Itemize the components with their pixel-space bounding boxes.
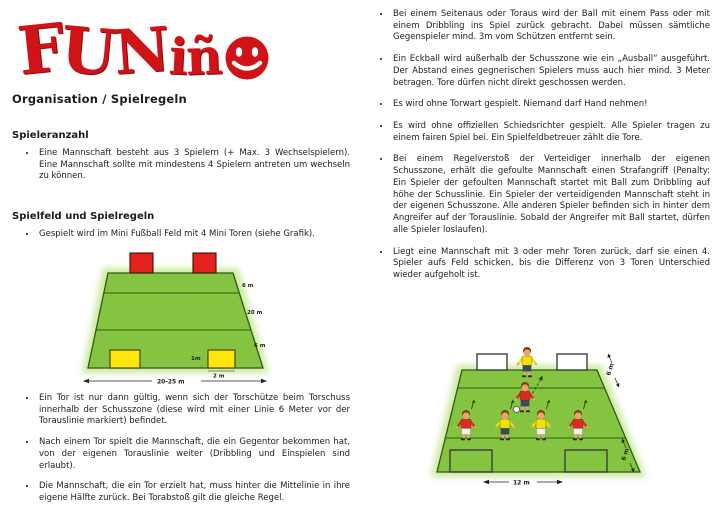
list-item: • Die Mannschaft, die ein Tor erzielt hat, muss hinter die Mittelinie in ihre eigene Hälfte zurück. Bei Torabstoß gilt die gleiche Regel. (37, 480, 350, 504)
zone-bottom-label: 6 m (620, 447, 631, 462)
list-item: • Liegt eine Mannschaft mit 3 oder mehr Toren zurück, darf sie einen 4. Spieler aufs Feld schicken, bis die Differenz von 3 Toren Unterschied wieder aufgeholt ist. (391, 246, 710, 282)
list-item: • Eine Mannschaft besteht aus 3 Spielern (+ Max. 3 Wechselspielern). Eine Mannschaft sollte mit mindestens 4 Spielern antreten um wechseln zu können. (37, 147, 350, 183)
field-width-label: 20-25 m (157, 378, 185, 386)
right-column (366, 0, 712, 498)
section-title-spieleranzahl: Spieleranzahl (12, 130, 89, 141)
penalty-diagram (425, 315, 665, 498)
rules-list-right (366, 8, 710, 291)
list-item: • Ein Eckball wird außerhalb der Schusszone wie ein „Ausball“ ausgeführt. Der Abstand eines gegnerischen Spielers muss auch hier mind. 3 Meter betragen. Tore dürfen nicht direkt geschossen werden. (391, 53, 710, 89)
list-item: • Ein Tor ist nur dann gültig, wenn sich der Torschütze beim Torschuss innerhalb der Schusszone (diese wird mit einer Linie 6 Meter vor der Torauslinie markiert) befindet. (37, 392, 350, 428)
logo-letter: N (111, 14, 172, 89)
list-item: • Bei einem Seitenaus oder Toraus wird der Ball mit einem Pass oder mit einem Dribbling ins Spiel zurück gebracht. Dabei müssen sämtliche Gegenspieler mind. 3m vom Schützen entfernt sein. (391, 8, 710, 44)
page-title: Organisation / Spielregeln (12, 92, 187, 106)
list-item: • Es wird ohne Torwart gespielt. Niemand darf Hand nehmen! (391, 98, 710, 111)
logo-letter: F (14, 7, 69, 91)
section-title-spielfeld: Spielfeld und Spielregeln (12, 211, 155, 222)
goal-distance-label: 12 m (513, 479, 530, 487)
list-item: • Es wird ohne offiziellen Schiedsrichter gespielt. Alle Spieler tragen zu einem fairen Spiel bei. Ein Spielfeldbetreuer zählt die Tore. (391, 120, 710, 144)
yellow-goal (208, 350, 235, 368)
left-column (12, 0, 352, 504)
list-item: • Gespielt wird im Mini Fußball Feld mit 4 Mini Toren (siehe Grafik). (37, 228, 350, 241)
logo-letter: ñ (184, 26, 223, 87)
yellow-goal (110, 350, 140, 368)
goal-distance-measure (483, 480, 563, 487)
logo-letter: U (57, 11, 119, 91)
zone-top-label: 6 m (605, 362, 616, 377)
red-goal (193, 253, 216, 273)
middle-label: 20 m (247, 310, 263, 316)
white-goal (477, 354, 507, 370)
red-goal (130, 253, 153, 273)
list-item: • Nach einem Tor spielt die Mannschaft, die ein Gegentor bekommen hat, von der eigenen Torauslinie weiter (Dribbling und Einspielen sind erlaubt). (37, 436, 350, 472)
white-goal (557, 354, 587, 370)
smiley-icon (224, 35, 270, 81)
zone-bottom-label: 6 m (254, 343, 266, 349)
field-width-measure (83, 378, 267, 385)
rules-list (12, 392, 350, 513)
zone-top-label: 6 m (242, 283, 254, 289)
goal-width-label: 2 m (213, 373, 225, 380)
funino-logo (14, 2, 270, 91)
list-item: • Bei einem Regelverstoß der Verteidiger innerhalb der eigenen Schusszone, erhält die gefoulte Mannschaft einen Strafangriff (Penalty: Ein Spieler der gefoulten Mannschaft startet mit Ball zum Dribbling auf höhe der Schusslinie. Ein Spieler der verteidigenden Mannschaft steht in der eigenen Schusszone. Alle anderen Spieler befinden sich in hinter dem Angreifer auf der Torauslinie. Sobald der Angreifer mit Ball startet, dürfen alle Spieler loslaufen). (391, 153, 710, 236)
goal-height-label: 1m (191, 356, 201, 362)
mini-field-diagram (60, 245, 290, 393)
spieleranzahl-list (12, 147, 350, 191)
logo-letter: i (167, 26, 190, 87)
